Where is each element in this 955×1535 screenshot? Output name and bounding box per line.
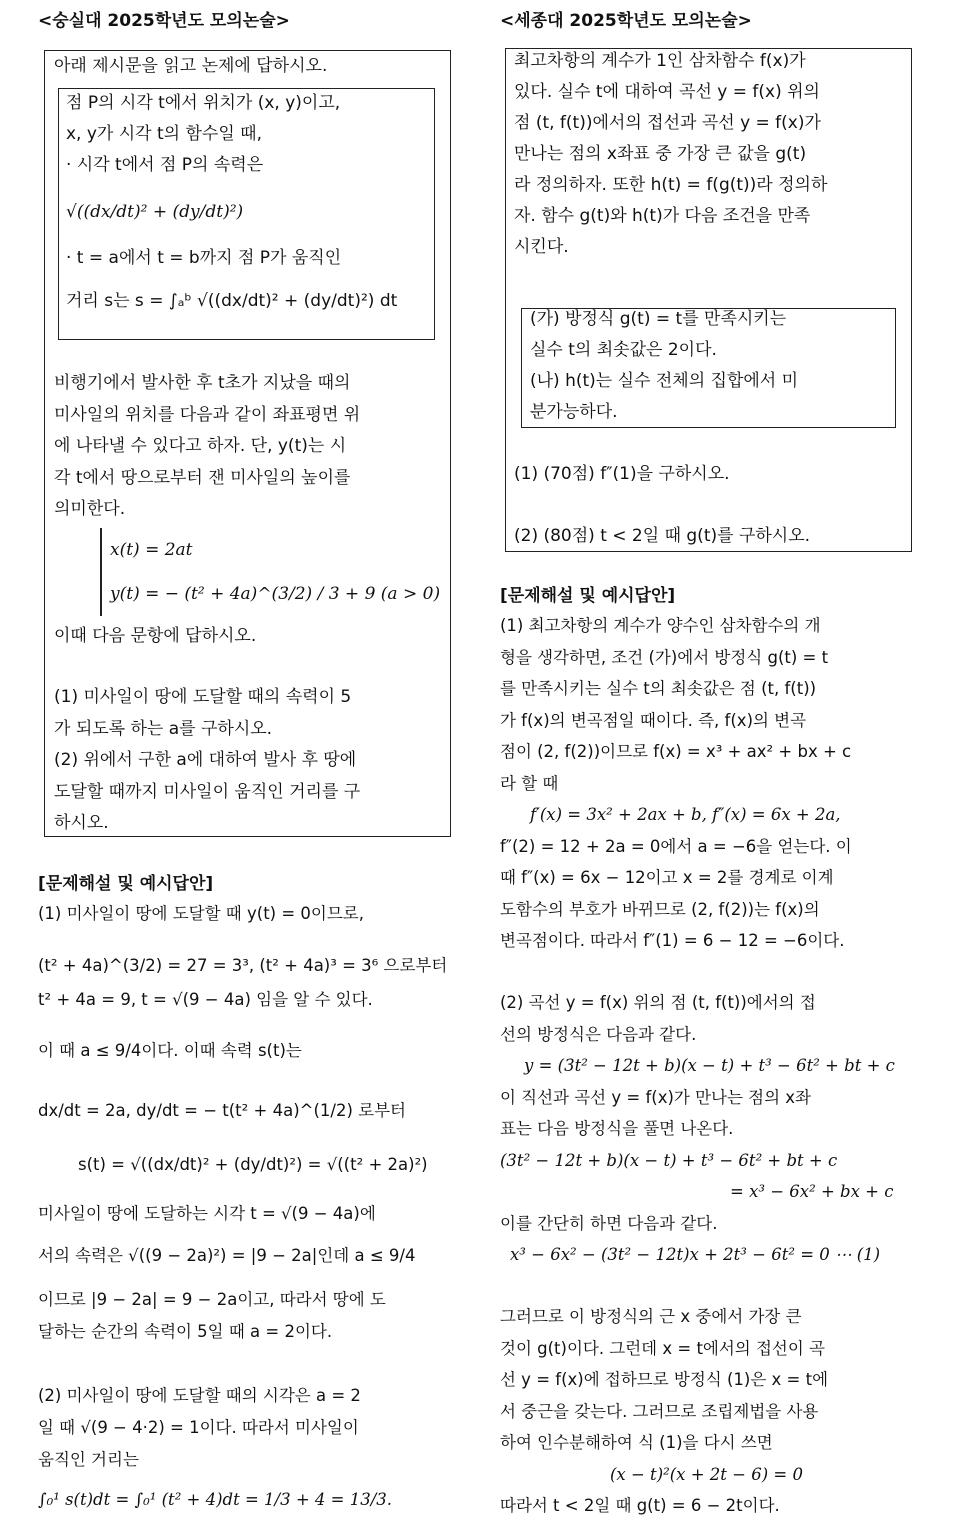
body-line: 자. 함수 g(t)와 h(t)가 다음 조건을 만족: [514, 206, 811, 226]
solution-line: 이 직선과 곡선 y = f(x)가 만나는 점의 x좌: [500, 1087, 811, 1107]
solution-line: t² + 4a = 9, t = √(9 − 4a) 임을 알 수 있다.: [38, 990, 373, 1009]
solution-line: 이 때 a ≤ 9/4이다. 이때 속력 s(t)는: [38, 1041, 302, 1060]
solution-line: (t² + 4a)^(3/2) = 27 = 3³, (t² + 4a)³ = 3⁶ 으로부터: [38, 956, 448, 975]
conditions: [530, 304, 890, 428]
condition-line: (나) h(t)는 실수 전체의 집합에서 미: [530, 371, 799, 391]
solution-line: 서의 속력은 √((9 − 2a)²) = |9 − 2a|인데 a ≤ 9/4: [38, 1246, 416, 1265]
solution-line: 표는 다음 방정식을 풀면 나온다.: [500, 1119, 734, 1138]
solution-line: 하여 인수분해하여 식 (1)을 다시 쓰면: [500, 1433, 773, 1452]
left-body: [54, 368, 449, 526]
solution-line: 가 f(x)의 변곡점일 때이다. 즉, f(x)의 변곡: [500, 710, 807, 730]
condition-line: 실수 t의 최솟값은 2이다.: [530, 340, 717, 360]
question-line: (2) 위에서 구한 a에 대하여 발사 후 땅에: [54, 750, 357, 770]
solution-line: 때 f″(x) = 6x − 12이고 x = 2를 경계로 이계: [500, 868, 834, 887]
body-line: 에 나타낼 수 있다고 하자. 단, y(t)는 시: [54, 436, 347, 456]
right-questions: [514, 458, 906, 552]
definition-line: · t = a에서 t = b까지 점 P가 움직인: [66, 248, 342, 268]
solution-line: (3t² − 12t + b)(x − t) + t³ − 6t² + bt + c: [500, 1150, 838, 1170]
body-line: 라 정의하자. 또한 h(t) = f(g(t))라 정의하: [514, 175, 828, 195]
body-line: 비행기에서 발사한 후 t초가 지났을 때의: [54, 373, 351, 393]
distance-formula: 거리 s는 s = ∫ₐᵇ √((dx/dt)² + (dy/dt)²) dt: [66, 291, 398, 311]
left-questions: [54, 682, 449, 840]
equation-system: [100, 528, 450, 616]
body-line: 각 t에서 땅으로부터 잰 미사일의 높이를: [54, 467, 351, 488]
solution-line: 를 만족시키는 실수 t의 최솟값은 점 (t, f(t)): [500, 679, 817, 698]
solution-line: 따라서 t < 2일 때 g(t) = 6 − 2t이다.: [500, 1496, 780, 1515]
solution-line: 달하는 순간의 속력이 5일 때 a = 2이다.: [38, 1322, 333, 1341]
solution-line: ∫₀¹ s(t)dt = ∫₀¹ (t² + 4)dt = 1/3 + 4 = 13/3.: [38, 1490, 393, 1509]
condition-line: (가) 방정식 g(t) = t를 만족시키는: [530, 309, 787, 329]
body-line: 최고차항의 계수가 1인 삼차함수 f(x)가: [514, 51, 806, 71]
solution-line: f′(x) = 3x² + 2ax + b, f″(x) = 6x + 2a,: [530, 805, 841, 824]
solution-line: 도함수의 부호가 바뀌므로 (2, f(2))는 f(x)의: [500, 899, 820, 919]
left-column: [38, 0, 453, 36]
solution-line: 일 때 √(9 − 4·2) = 1이다. 따라서 미사일이: [38, 1418, 359, 1437]
solution-line: 점이 (2, f(2))이므로 f(x) = x³ + ax² + bx + c: [500, 742, 852, 761]
solution-line: (1) 미사일이 땅에 도달할 때 y(t) = 0이므로,: [38, 904, 364, 923]
solution-line: 변곡점이다. 따라서 f″(1) = 6 − 12 = −6이다.: [500, 931, 845, 950]
left-solution: [38, 898, 458, 1524]
left-instruction: 아래 제시문을 읽고 논제에 답하시오.: [54, 56, 328, 76]
solution-line: x³ − 6x² − (3t² − 12t)x + 2t³ − 6t² = 0 ⋯ (1): [510, 1245, 881, 1264]
body-line: 의미한다.: [54, 499, 126, 519]
left-solution-title: [문제해설 및 예시답안]: [38, 874, 214, 894]
body-line: 시킨다.: [514, 237, 569, 257]
solution-line: 이를 간단히 하면 다음과 같다.: [500, 1213, 718, 1233]
definition-line: 점 P의 시각 t에서 위치가 (x, y)이고,: [66, 93, 341, 113]
right-solution-title: [문제해설 및 예시답안]: [500, 586, 676, 606]
question-line: 가 되도록 하는 a를 구하시오.: [54, 718, 273, 739]
left-ask: 이때 다음 문항에 답하시오.: [54, 626, 257, 646]
body-line: 점 (t, f(t))에서의 접선과 곡선 y = f(x)가: [514, 113, 821, 133]
question-line: (1) (70점) f″(1)을 구하시오.: [514, 464, 730, 484]
y-equation: y(t) = − (t² + 4a)^(3/2) / 3 + 9 (a > 0): [110, 584, 441, 604]
solution-line: = x³ − 6x² + bx + c: [730, 1182, 894, 1201]
question-line: (1) 미사일이 땅에 도달할 때의 속력이 5: [54, 687, 352, 707]
right-body: [514, 46, 906, 263]
solution-line: y = (3t² − 12t + b)(x − t) + t³ − 6t² + bt + c: [524, 1056, 895, 1075]
speed-formula: √((dx/dt)² + (dy/dt)²): [66, 202, 244, 222]
body-line: 있다. 실수 t에 대하여 곡선 y = f(x) 위의: [514, 82, 820, 102]
solution-line: dx/dt = 2a, dy/dt = − t(t² + 4a)^(1/2) 로부터: [38, 1101, 406, 1120]
x-equation: x(t) = 2at: [110, 540, 193, 560]
solution-line: 움직인 거리는: [38, 1450, 139, 1469]
body-line: 미사일의 위치를 다음과 같이 좌표평면 위: [54, 404, 361, 425]
solution-line: (2) 미사일이 땅에 도달할 때의 시각은 a = 2: [38, 1386, 361, 1405]
question-line: 도달할 때까지 미사일이 움직인 거리를 구: [54, 781, 361, 802]
solution-line: 서 중근을 갖는다. 그러므로 조립제법을 사용: [500, 1401, 819, 1421]
definition-line: x, y가 시각 t의 함수일 때,: [66, 124, 262, 144]
solution-line: 선의 방정식은 다음과 같다.: [500, 1024, 697, 1044]
solution-line: 미사일이 땅에 도달하는 시각 t = √(9 − 4a)에: [38, 1204, 376, 1223]
body-line: 만나는 점의 x좌표 중 가장 큰 값을 g(t): [514, 144, 807, 164]
solution-line: 그러므로 이 방정식의 근 x 중에서 가장 큰: [500, 1307, 802, 1326]
condition-line: 분가능하다.: [530, 402, 618, 422]
left-header: <숭실대 2025학년도 모의논술>: [38, 11, 290, 31]
solution-line: 것이 g(t)이다. 그런데 x = t에서의 접선이 곡: [500, 1338, 825, 1358]
right-header: <세종대 2025학년도 모의논술>: [500, 11, 752, 31]
definition-line: · 시각 t에서 점 P의 속력은: [66, 155, 264, 175]
solution-line: 라 할 때: [500, 773, 559, 793]
solution-line: 형을 생각하면, 조건 (가)에서 방정식 g(t) = t: [500, 647, 829, 667]
solution-line: (1) 최고차항의 계수가 양수인 삼차함수의 개: [500, 616, 821, 635]
right-column: [500, 0, 920, 36]
solution-line: s(t) = √((dx/dt)² + (dy/dt)²) = √((t² + 2a)²): [78, 1155, 428, 1174]
definition-lines: [66, 88, 431, 329]
solution-line: 이므로 |9 − 2a| = 9 − 2a이고, 따라서 땅에 도: [38, 1290, 386, 1309]
solution-line: 선 y = f(x)에 접하므로 방정식 (1)은 x = t에: [500, 1370, 829, 1389]
right-solution: [500, 610, 925, 1522]
solution-line: (2) 곡선 y = f(x) 위의 점 (t, f(t))에서의 접: [500, 993, 816, 1012]
solution-line: (x − t)²(x + 2t − 6) = 0: [610, 1464, 803, 1484]
solution-line: f″(2) = 12 + 2a = 0에서 a = −6을 얻는다. 이: [500, 836, 852, 856]
question-line: (2) (80점) t < 2일 때 g(t)를 구하시오.: [514, 526, 811, 546]
question-line: 하시오.: [54, 813, 109, 833]
